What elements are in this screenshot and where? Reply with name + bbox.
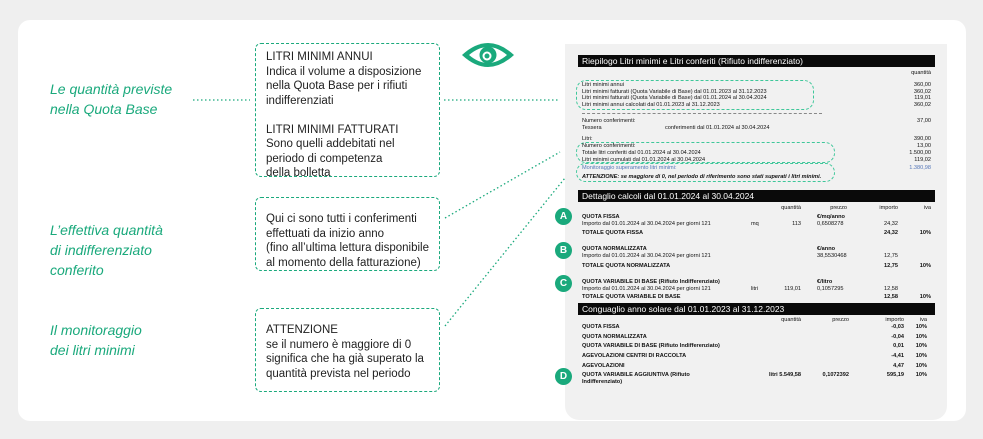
adjustment-row-vat: 10% — [915, 324, 927, 330]
adjustment-row-label: QUOTA VARIABILE DI BASE (Rifiuto Indifferenziato) — [582, 343, 720, 349]
detail-row-price: 38,5530468 — [817, 253, 847, 259]
divider — [582, 113, 822, 114]
detail-row-label: QUOTA VARIABILE DI BASE (Rifiuto Indifferenziato) — [582, 279, 720, 285]
detail-row-label: TOTALE QUOTA FISSA — [582, 230, 644, 236]
column-header: iva — [919, 317, 927, 323]
detail-row-amount: 24,32 — [884, 230, 898, 236]
detail-row-quantity: 113 — [792, 220, 801, 227]
summary-row-value: 1.380,98 — [909, 165, 931, 171]
summary-row-value: 390,00 — [913, 136, 931, 142]
column-header: quantità — [911, 70, 931, 76]
summary-row-value: 13,00 — [917, 143, 931, 149]
detail-row-price: €/anno — [817, 246, 836, 252]
summary-row-value: 119,02 — [914, 156, 931, 163]
adjustment-row-price: 0,1072392 — [822, 372, 849, 378]
adjustment-row-amount: -0,03 — [891, 324, 904, 330]
detail-row-price: 0,6508278 — [817, 220, 844, 227]
riepilogo-header: Riepilogo Litri minimi e Litri conferiti (Rifiuto indifferenziato) — [578, 55, 935, 67]
adjustment-row-label: QUOTA NORMALIZZATA — [582, 333, 647, 340]
marker-c: C — [555, 275, 572, 292]
summary-row-label: Litri: — [582, 136, 593, 142]
box-text-line: Sono quelli addebitati nel — [266, 138, 395, 150]
summary-row-label: Numero conferimenti: — [582, 118, 636, 124]
label-line: dei litri minimi — [50, 342, 135, 358]
adjustment-row-amount: 0,01 — [893, 343, 904, 349]
column-header: importo — [879, 205, 898, 211]
adjustment-row-amount: -4,41 — [891, 353, 904, 359]
bill-excerpt — [565, 44, 947, 420]
column-header: prezzo — [830, 205, 847, 211]
summary-row-value: 1.500,00 — [909, 150, 931, 156]
box-text-line: nella Quota Base per i rifiuti — [266, 80, 408, 92]
label-line: nella Quota Base — [50, 101, 158, 117]
summary-row-mid: conferimenti dal 01.01.2024 al 30.04.2024 — [665, 125, 770, 131]
conguaglio-header: Conguaglio anno solare dal 01.01.2023 al 31.12.2023 — [578, 303, 935, 315]
detail-row-amount: 24,32 — [884, 220, 898, 227]
box-text-line: della bolletta — [266, 167, 331, 179]
adjustment-row-label: AGEVOLAZIONI — [582, 363, 625, 369]
label-line: Il monitoraggio — [50, 322, 142, 338]
adjustment-row-amount: 4,47 — [893, 363, 904, 369]
adjustment-row-vat: 10% — [915, 343, 927, 349]
detail-row-quantity: 119,01 — [784, 286, 801, 292]
detail-row-label: QUOTA NORMALIZZATA — [582, 246, 647, 252]
summary-row-label: Numero conferimenti: — [582, 143, 636, 149]
box-text-line: ATTENZIONE — [266, 324, 338, 336]
summary-row-label: Monitoraggio superamento litri minimi: — [582, 165, 677, 171]
summary-row-label: ATTENZIONE: se maggiore di 0, nel periodo di riferimento sono stati superati i litri minimi. — [582, 174, 822, 180]
summary-row-label: Totale litri conferiti dal 01.01.2024 al 30.04.2024 — [582, 150, 701, 156]
adjustment-row-amount: 595,19 — [886, 372, 904, 378]
summary-row-value: 360,00 — [913, 82, 931, 88]
box-text-line: effettuati da inizio anno — [266, 227, 385, 240]
box-text-line: LITRI MINIMI ANNUI — [266, 51, 373, 63]
detail-row-vat: 10% — [919, 263, 931, 269]
box-text-line: periodo di competenza — [266, 152, 383, 165]
box-text-line: (fino all’ultima lettura disponibile — [266, 242, 429, 254]
box-text-line: significa che ha già superato la — [266, 353, 424, 365]
box-text-line: LITRI MINIMI FATTURATI — [266, 123, 399, 136]
detail-row-label: TOTALE QUOTA VARIABILE DI BASE — [582, 294, 681, 300]
detail-row-vat: 10% — [919, 230, 931, 236]
box-text-line: indifferenziati — [266, 94, 334, 107]
summary-row-label: Tessera — [582, 125, 602, 131]
detail-row-label: Importo dal 01.01.2024 al 30.04.2024 per giorni 121 — [582, 220, 711, 227]
adjustment-row-vat: 10% — [915, 363, 927, 369]
column-header: prezzo — [832, 317, 849, 323]
marker-d: D — [555, 368, 572, 385]
adjustment-row-label: Indifferenziato) — [582, 379, 623, 385]
label-line: Le quantità previste — [50, 81, 173, 97]
dettaglio-header: Dettaglio calcoli dal 01.01.2024 al 30.04.2024 — [578, 190, 935, 202]
detail-row-unit: mq — [751, 220, 759, 227]
detail-row-amount: 12,75 — [884, 263, 898, 269]
detail-row-amount: 12,58 — [884, 286, 898, 292]
adjustment-row-label: AGEVOLAZIONI CENTRI DI RACCOLTA — [582, 353, 687, 359]
box-text-line: quantità prevista nel periodo — [266, 367, 411, 380]
summary-row-label: Litri minimi annui calcolati dal 01.01.2023 al 31.12.2023 — [582, 101, 720, 108]
box-text-line: al momento della fatturazione) — [266, 256, 421, 269]
summary-row-value: 360,02 — [913, 101, 931, 108]
summary-row-value: 119,01 — [914, 95, 931, 101]
summary-row-value: 360,02 — [913, 88, 931, 95]
summary-row-label: Litri minimi fatturati (Quota Variabile di Base) dal 01.01.2023 al 31.12.2023 — [582, 88, 767, 95]
summary-row-label: Litri minimi annui — [582, 82, 624, 88]
adjustment-row-vat: 10% — [915, 353, 927, 359]
adjustment-row-vat: 10% — [915, 333, 927, 340]
connector-line — [445, 152, 560, 218]
adjustment-row-label: QUOTA VARIABILE AGGIUNTIVA (Rifiuto — [582, 372, 690, 378]
detail-row-amount: 12,58 — [884, 294, 898, 300]
label-line: conferito — [50, 262, 104, 278]
box-text-line: se il numero è maggiore di 0 — [266, 338, 412, 351]
adjustment-row-label: QUOTA FISSA — [582, 324, 620, 330]
detail-row-label: Importo dal 01.01.2024 al 30.04.2024 per giorni 121 — [582, 253, 711, 259]
column-header: importo — [885, 317, 904, 323]
summary-row-label: Litri minimi cumulati dal 01.01.2024 al 30.04.2024 — [582, 156, 706, 163]
marker-b: B — [555, 242, 572, 259]
label-line: L’effettiva quantità — [50, 222, 163, 238]
column-header: quantità — [781, 317, 801, 323]
detail-row-price: €/litro — [817, 279, 833, 285]
summary-row-value: 37,00 — [917, 118, 931, 124]
detail-row-amount: 12,75 — [884, 253, 898, 259]
detail-row-label: Importo dal 01.01.2024 al 30.04.2024 per giorni 121 — [582, 286, 711, 292]
box-text-line: Indica il volume a disposizione — [266, 65, 422, 78]
adjustment-row-vat: 10% — [915, 372, 927, 378]
eye-icon — [462, 43, 514, 67]
detail-row-vat: 10% — [919, 294, 931, 300]
connector-line — [445, 178, 565, 326]
column-header: quantità — [781, 205, 801, 211]
column-header: iva — [923, 205, 931, 211]
box-text-line: Qui ci sono tutti i conferimenti — [266, 213, 417, 225]
detail-row-label: QUOTA FISSA — [582, 214, 620, 220]
adjustment-row-amount: -0,04 — [891, 333, 904, 340]
summary-row-label: Litri minimi fatturati (Quota Variabile di Base) dal 01.01.2024 al 30.04.2024 — [582, 95, 767, 101]
marker-a: A — [555, 208, 572, 225]
detail-row-unit: litri — [751, 286, 759, 292]
label-line: di indifferenziato — [50, 242, 152, 258]
detail-row-price: €/mq/anno — [817, 214, 845, 220]
detail-row-price: 0,1057295 — [817, 286, 844, 292]
adjustment-row-quantity: litri 5.549,58 — [768, 372, 801, 378]
detail-row-label: TOTALE QUOTA NORMALIZZATA — [582, 263, 671, 269]
